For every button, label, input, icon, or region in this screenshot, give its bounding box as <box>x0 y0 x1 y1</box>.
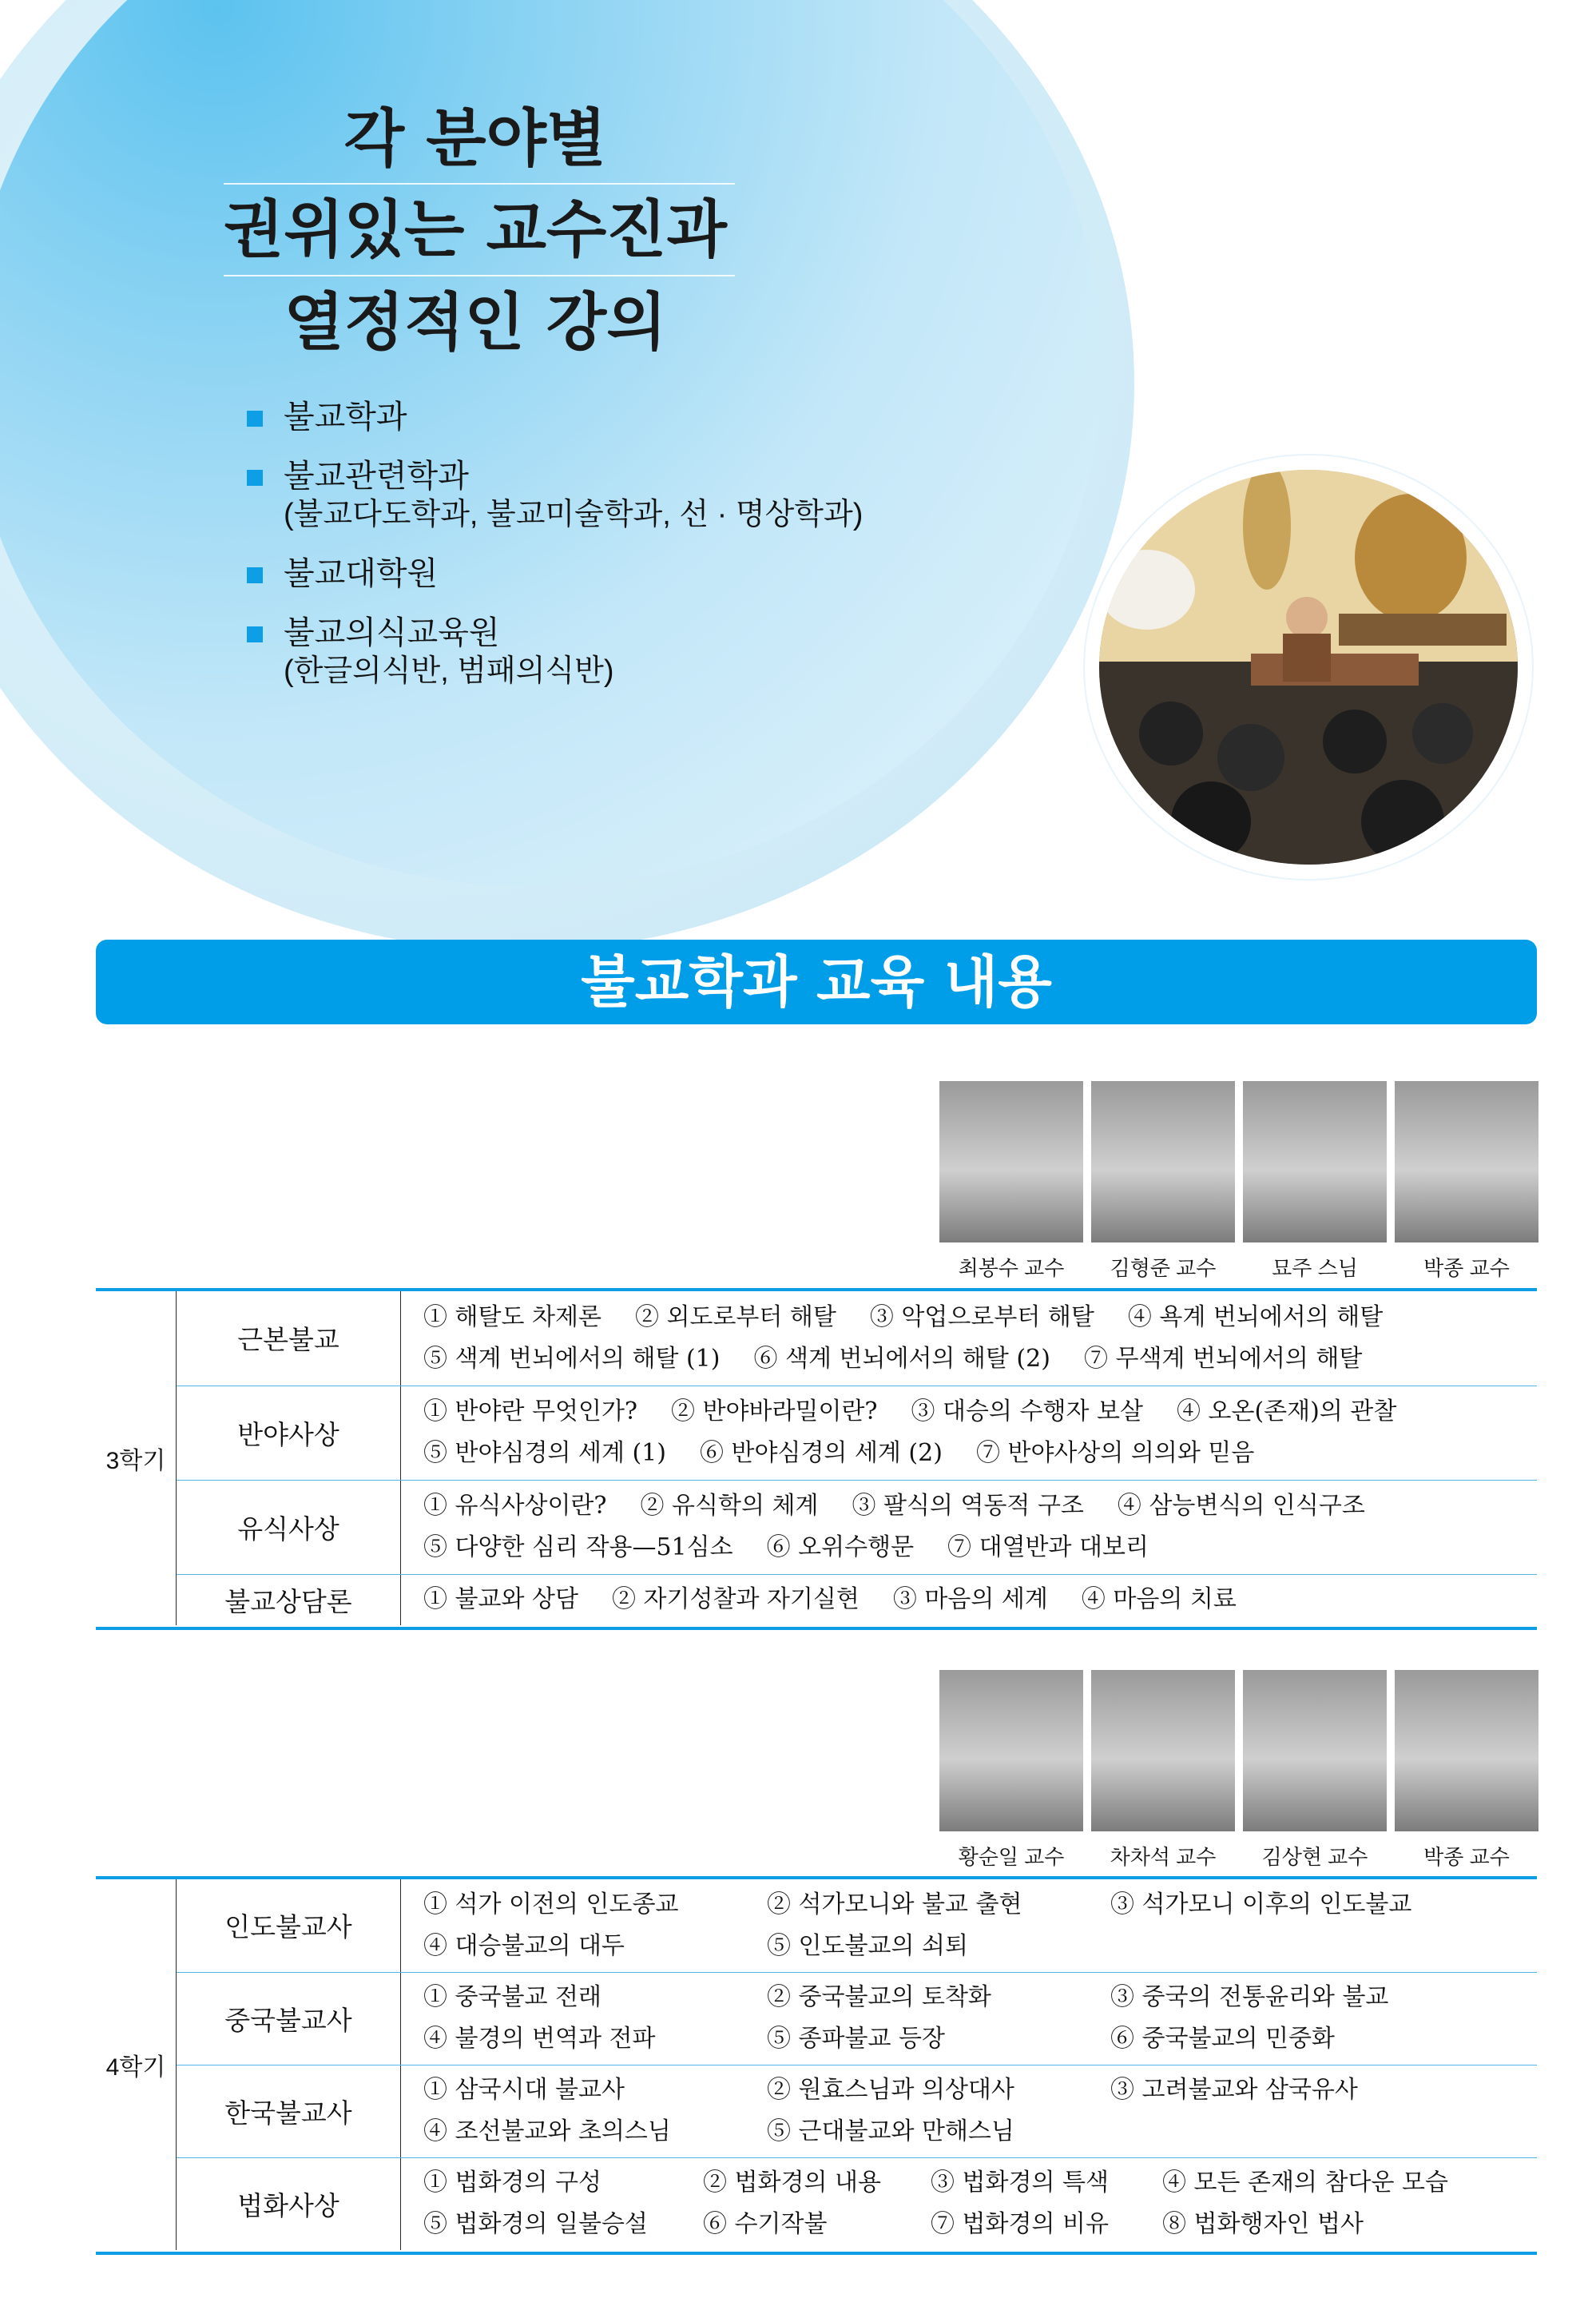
topic-item: ③ 마음의 세계 <box>892 1585 1048 1614</box>
table-row <box>96 1574 1537 1625</box>
topic-item: ① 법화경의 구성 <box>423 2169 601 2197</box>
topic-item: ③ 팔식의 역동적 구조 <box>852 1492 1084 1520</box>
program-label: 불교학과 <box>284 400 407 435</box>
program-label: 불교의식교육원 <box>284 615 500 650</box>
professor-name: 김상현 교수 <box>1261 1845 1368 1869</box>
topic-item: ③ 악업으로부터 해탈 <box>869 1302 1094 1331</box>
topic-cell <box>401 1480 1538 1574</box>
topic-line <box>423 1485 1537 1527</box>
topic-item: ⑧ 법화행자인 법사 <box>1162 2210 1364 2239</box>
subject-name: 유식사상 <box>177 1480 401 1574</box>
professor-card <box>1395 1081 1538 1282</box>
lecture-photo-image <box>1099 470 1518 865</box>
professor-card <box>1395 1670 1538 1871</box>
topic-item: ① 반야란 무엇인가? <box>423 1398 638 1425</box>
professor-name: 차차석 교수 <box>1110 1845 1217 1869</box>
topic-item: ④ 불경의 번역과 전파 <box>423 2025 656 2053</box>
professor-photo <box>1091 1081 1235 1242</box>
topic-item: ④ 욕계 번뇌에서의 해탈 <box>1127 1302 1384 1331</box>
topic-item: ④ 조선불교와 초의스님 <box>423 2117 671 2145</box>
subject-name: 법화사상 <box>177 2157 401 2250</box>
professor-card <box>1091 1081 1235 1282</box>
program-item <box>244 398 863 436</box>
table-row <box>96 2065 1537 2157</box>
topic-item: ⑤ 색계 번뇌에서의 해탈 (1) <box>423 1344 721 1373</box>
headline-line-3: 열정적인 강의 <box>284 286 667 359</box>
professor-photo <box>1091 1670 1235 1831</box>
lecture-photo <box>1085 455 1532 879</box>
professor-photo <box>1243 1081 1387 1242</box>
topic-cell <box>401 1879 1538 1972</box>
square-bullet-icon <box>247 567 263 583</box>
topic-line <box>423 2162 1537 2204</box>
topic-item: ⑦ 대열반과 대보리 <box>947 1533 1149 1561</box>
headline-divider <box>224 183 735 185</box>
professor-photo <box>1243 1670 1387 1831</box>
table-row <box>96 1879 1537 1972</box>
topic-line <box>423 2018 1537 2060</box>
topic-item: ⑥ 색계 번뇌에서의 해탈 (2) <box>753 1344 1050 1373</box>
professor-name: 박종 교수 <box>1423 1845 1510 1869</box>
topic-item: ① 석가 이전의 인도종교 <box>423 1890 679 1918</box>
topic-line <box>423 2111 1537 2153</box>
topic-item: ④ 마음의 치료 <box>1081 1585 1237 1614</box>
topic-cell <box>401 2157 1538 2250</box>
topic-item: ① 삼국시대 불교사 <box>423 2076 625 2104</box>
table-row <box>96 1480 1537 1574</box>
topic-line <box>423 1977 1537 2018</box>
topic-item: ④ 모든 존재의 참다운 모습 <box>1162 2169 1448 2197</box>
professor-name: 묘주 스님 <box>1272 1256 1358 1280</box>
topic-line <box>423 1926 1537 1967</box>
subject-name: 불교상담론 <box>177 1574 401 1625</box>
topic-line <box>423 1579 1537 1620</box>
topic-item: ⑦ 반야사상의 의의와 믿음 <box>975 1439 1255 1467</box>
topic-item: ② 원효스님과 의상대사 <box>767 2076 1014 2104</box>
table-bottom-rule <box>96 1627 1537 1630</box>
program-item <box>244 555 863 593</box>
term4-professor-photos <box>939 1670 1538 1871</box>
topic-item: ① 중국불교 전래 <box>423 1983 601 2011</box>
topic-item: ② 자기성찰과 자기실현 <box>611 1585 860 1614</box>
table-row <box>96 1386 1537 1480</box>
professor-card <box>939 1670 1083 1871</box>
topic-item: ④ 오온(존재)의 관찰 <box>1176 1398 1397 1425</box>
headline-line-2: 권위있는 교수진과 <box>224 193 727 266</box>
program-item <box>244 457 863 534</box>
topic-item: ② 중국불교의 토착화 <box>767 1983 991 2011</box>
term3-professor-photos <box>939 1081 1538 1282</box>
topic-item: ⑥ 수기작불 <box>703 2210 828 2239</box>
topic-item: ① 유식사상이란? <box>423 1492 607 1520</box>
topic-item: ⑦ 법화경의 비유 <box>931 2210 1109 2239</box>
professor-card <box>939 1081 1083 1282</box>
topic-item: ① 해탈도 차제론 <box>423 1302 601 1331</box>
topic-line <box>423 1884 1537 1926</box>
topic-item: ③ 법화경의 특색 <box>931 2169 1109 2197</box>
term4-course-table <box>96 1879 1537 2250</box>
professor-card <box>1091 1670 1235 1871</box>
topic-item: ④ 삼능변식의 인식구조 <box>1117 1492 1365 1520</box>
topic-item: ③ 고려불교와 삼국유사 <box>1110 2076 1358 2104</box>
topic-item: ⑤ 근대불교와 만해스님 <box>767 2117 1014 2145</box>
professor-name: 최봉수 교수 <box>958 1256 1065 1280</box>
professor-photo <box>1395 1081 1538 1242</box>
topic-item: ② 법화경의 내용 <box>703 2169 881 2197</box>
table-row <box>96 2157 1537 2250</box>
topic-item: ⑤ 종파불교 등장 <box>767 2025 945 2053</box>
program-sublabel: (한글의식반, 범패의식반) <box>284 654 614 688</box>
program-label: 불교관련학과 <box>284 459 469 494</box>
professor-photo <box>939 1670 1083 1831</box>
topic-line <box>423 1391 1537 1433</box>
professor-card <box>1243 1081 1387 1282</box>
topic-item: ② 석가모니와 불교 출현 <box>767 1890 1022 1918</box>
subject-name: 중국불교사 <box>177 1972 401 2065</box>
topic-cell <box>401 2065 1538 2157</box>
topic-item: ⑤ 법화경의 일불승설 <box>423 2210 648 2239</box>
topic-line <box>423 2204 1537 2245</box>
topic-line <box>423 2069 1537 2111</box>
table-bottom-rule <box>96 2252 1537 2255</box>
topic-item: ② 유식학의 체계 <box>640 1492 819 1520</box>
topic-cell <box>401 1386 1538 1480</box>
program-label: 불교대학원 <box>284 556 439 591</box>
square-bullet-icon <box>247 411 263 427</box>
topic-item: ⑥ 오위수행문 <box>766 1533 915 1561</box>
topic-line <box>423 1433 1537 1474</box>
program-list <box>244 398 863 690</box>
topic-cell <box>401 1972 1538 2065</box>
subject-name: 근본불교 <box>177 1291 401 1386</box>
table-row <box>96 1291 1537 1386</box>
topic-line <box>423 1338 1537 1380</box>
table-row <box>96 1972 1537 2065</box>
topic-item: ⑦ 무색계 번뇌에서의 해탈 <box>1083 1344 1363 1373</box>
professor-photo <box>939 1081 1083 1242</box>
square-bullet-icon <box>247 470 263 486</box>
topic-item: ⑥ 반야심경의 세계 (2) <box>699 1439 943 1467</box>
subject-name: 반야사상 <box>177 1386 401 1480</box>
topic-item: ③ 석가모니 이후의 인도불교 <box>1110 1890 1412 1918</box>
square-bullet-icon <box>247 626 263 642</box>
topic-item: ⑤ 인도불교의 쇠퇴 <box>767 1931 968 1960</box>
section-title-banner: 불교학과 교육 내용 <box>96 940 1537 1024</box>
term-label: 4학기 <box>96 1879 177 2250</box>
topic-item: ③ 대승의 수행자 보살 <box>911 1398 1143 1425</box>
topic-item: ② 외도로부터 해탈 <box>634 1302 836 1331</box>
headline-divider <box>224 275 735 276</box>
term3-course-table <box>96 1291 1537 1625</box>
topic-item: ④ 대승불교의 대두 <box>423 1931 625 1960</box>
topic-item: ⑤ 다양한 심리 작용—51심소 <box>423 1533 733 1561</box>
topic-item: ⑤ 반야심경의 세계 (1) <box>423 1439 666 1467</box>
topic-item: ② 반야바라밀이란? <box>671 1398 878 1425</box>
topic-cell <box>401 1574 1538 1625</box>
topic-line <box>423 1297 1537 1338</box>
subject-name: 인도불교사 <box>177 1879 401 1972</box>
professor-name: 박종 교수 <box>1423 1256 1510 1280</box>
topic-cell <box>401 1291 1538 1386</box>
subject-name: 한국불교사 <box>177 2065 401 2157</box>
topic-line <box>423 1527 1537 1568</box>
headline-line-1: 각 분야별 <box>343 102 607 175</box>
professor-card <box>1243 1670 1387 1871</box>
lecture-scene-illustration <box>1099 470 1518 865</box>
topic-item: ① 불교와 상담 <box>423 1585 578 1614</box>
professor-photo <box>1395 1670 1538 1831</box>
professor-name: 황순일 교수 <box>958 1845 1065 1869</box>
program-item <box>244 614 863 690</box>
topic-item: ⑥ 중국불교의 민중화 <box>1110 2025 1335 2053</box>
professor-name: 김형준 교수 <box>1110 1256 1217 1280</box>
topic-item: ③ 중국의 전통윤리와 불교 <box>1110 1983 1389 2011</box>
term-label: 3학기 <box>96 1291 177 1625</box>
program-sublabel: (불교다도학과, 불교미술학과, 선 · 명상학과) <box>284 498 864 531</box>
